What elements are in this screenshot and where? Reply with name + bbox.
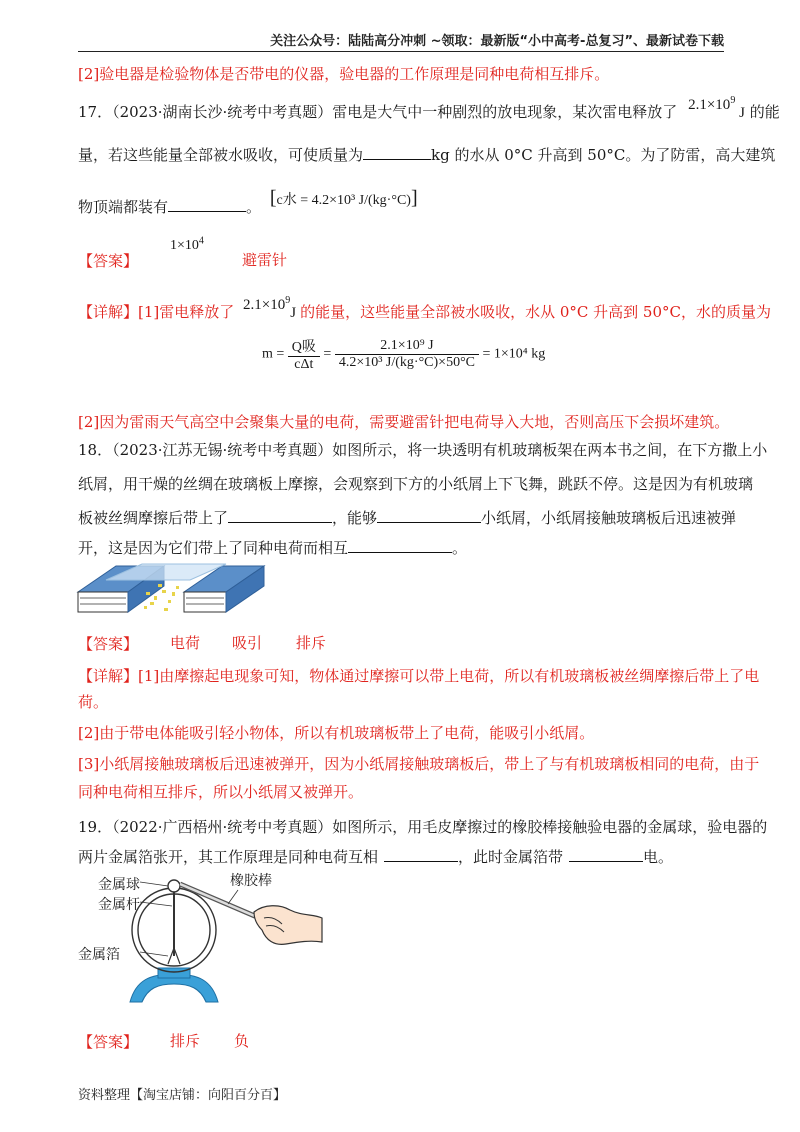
- q17-line2: 量，若这些能量全部被水吸收，可使质量为 kg 的水从 0°C 升高到 50°C。为了防雷，高大建筑: [78, 143, 775, 167]
- q16-detail-line: [2]验电器是检验物体是否带电的仪器，验电器的工作原理是同种电荷相互排斥。: [78, 65, 610, 83]
- label-rubber-rod: 橡胶棒: [230, 873, 272, 889]
- q18-line1: 18．（2023·江苏无锡·统考中考真题）如图所示，将一块透明有机玻璃板架在两本书之间，在下方撒上小: [78, 441, 768, 459]
- label-metal-foil: 金属箔: [78, 947, 120, 963]
- q17-answer-tag: 【答案】: [78, 252, 139, 270]
- q18-blank-3[interactable]: [348, 536, 452, 553]
- q19-answer-tag: 【答案】: [78, 1033, 139, 1051]
- q17-energy: $2.1\times 10^9$ J: [688, 95, 745, 121]
- q19-answer-row: [78, 1030, 138, 1054]
- q19-answer-1: 排斥: [170, 1032, 201, 1050]
- page-footer: 资料整理【淘宝店铺：向阳百分百】: [78, 1088, 287, 1103]
- q17-line3: 物顶端都装有 。 [c水 = 4.2×10³ J/(kg·°C)]: [78, 187, 418, 216]
- q17-formula: m = $\frac{\text{Q吸}}{\text{cΔt}}$ = $\frac{\text{2.1×10⁹ J}}{\text{4.2×10³ J/(kg·°C)×50°C}}$ = 1×10⁴ kg: [262, 338, 546, 372]
- q17-line1-text: 17．（2023·湖南长沙·统考中考真题）雷电是大气中一种剧烈的放电现象，某次雷电释放了: [78, 103, 678, 121]
- q18-line3: 板被丝绸摩擦后带上了 ，能够 小纸屑，小纸屑接触玻璃板后迅速被弹: [78, 506, 736, 530]
- q17-answer-row: [78, 249, 138, 273]
- q17-answer-1: $1\times 10^4$: [170, 235, 204, 253]
- q17-blank-device[interactable]: [168, 195, 246, 212]
- q17-line1-end: 的能: [749, 103, 780, 121]
- q18-detail2: [2]由于带电体能吸引轻小物体，所以有机玻璃板带上了电荷，能吸引小纸屑。: [78, 724, 595, 742]
- header-divider: [78, 51, 724, 52]
- label-metal-ball: 金属球: [98, 877, 140, 893]
- q17-blank-mass[interactable]: [363, 143, 431, 160]
- q18-line4: 开，这是因为它们带上了同种电荷而相互 。: [78, 536, 467, 560]
- q17-answer-2: 避雷针: [242, 251, 288, 269]
- q17-line1: [78, 95, 780, 125]
- label-metal-rod: 金属杆: [98, 897, 140, 913]
- q18-answer-3: 排斥: [296, 634, 327, 652]
- q18-figure-books-glass: [76, 562, 266, 622]
- q19-blank-1[interactable]: [384, 845, 458, 862]
- q17-detail1: 【详解】[1]雷电释放了 $2.1\times 10^9J$ 的能量，这些能量全部被水吸收，水从 0°C 升高到 50°C，水的质量为: [78, 295, 772, 321]
- q18-line2: 纸屑，用干燥的丝绸在玻璃板上摩擦，会观察到下方的小纸屑上下飞舞，跳跃不停。这是因为有机玻璃: [78, 475, 754, 493]
- q18-blank-1[interactable]: [228, 506, 332, 523]
- q17-detail-energy: $2.1\times 10^9J$: [243, 295, 297, 321]
- q19-figure-electroscope: [78, 868, 328, 1008]
- q19-line1: 19．（2022·广西梧州·统考中考真题）如图所示，用毛皮摩擦过的橡胶棒接触验电器的金属球，验电器的: [78, 818, 768, 836]
- q19-line2: 两片金属箔张开，其工作原理是同种电荷互相 ，此时金属箔带 电。: [78, 845, 673, 869]
- q18-detail1: 【详解】[1]由摩擦起电现象可知，物体通过摩擦可以带上电荷，所以有机玻璃板被丝绸摩擦后带上了电: [78, 667, 760, 685]
- q18-answer-2: 吸引: [232, 634, 263, 652]
- q17-detail2: [2]因为雷雨天气高空中会聚集大量的电荷，需要避雷针把电荷导入大地，否则高压下会损坏建筑。: [78, 413, 730, 431]
- q19-blank-2[interactable]: [569, 845, 643, 862]
- page-header: 关注公众号：陆陆高分冲刺 ~领取：最新版“小中高考-总复习”、最新试卷下载: [270, 34, 724, 49]
- q17-hint: [c水 = 4.2×10³ J/(kg·°C)]: [269, 187, 418, 209]
- q19-answer-2: 负: [234, 1032, 250, 1050]
- q18-answer-tag: 【答案】: [78, 635, 139, 653]
- q18-answer-1: 电荷: [170, 634, 201, 652]
- q18-answer-row: [78, 632, 138, 656]
- q18-blank-2[interactable]: [377, 506, 481, 523]
- q18-detail3-cont: 同种电荷相互排斥，所以小纸屑又被弹开。: [78, 783, 364, 801]
- q18-detail1-cont: 荷。: [78, 693, 109, 711]
- q18-detail3: [3]小纸屑接触玻璃板后迅速被弹开，因为小纸屑接触玻璃板后，带上了与有机玻璃板相同的电荷，由于: [78, 755, 760, 773]
